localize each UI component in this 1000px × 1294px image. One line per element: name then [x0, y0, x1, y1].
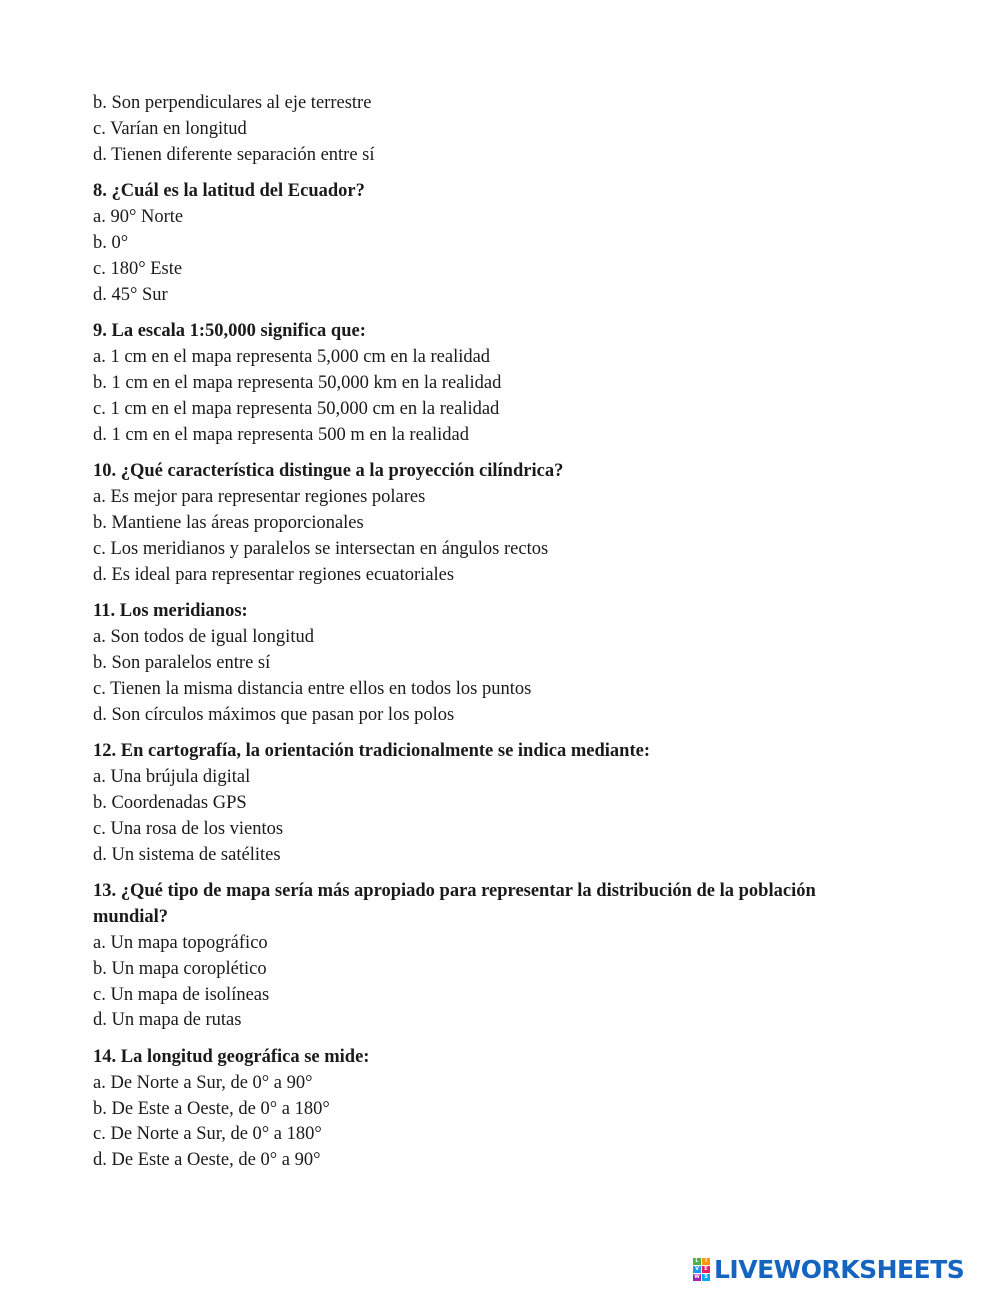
question-12: [93, 739, 893, 868]
option: a. De Norte a Sur, de 0° a 90°: [93, 1072, 313, 1093]
option: b. 0°: [93, 232, 129, 253]
question-title: 13. ¿Qué tipo de mapa sería más apropiado para representar la distribución de la población mundial?: [93, 881, 816, 928]
option: d. 45° Sur: [93, 284, 168, 305]
option: c. 1 cm en el mapa representa 50,000 cm en la realidad: [93, 398, 500, 419]
option: c. Un mapa de isolíneas: [93, 984, 270, 1005]
option: c. De Norte a Sur, de 0° a 180°: [93, 1124, 322, 1145]
option: a. 90° Norte: [93, 207, 184, 228]
logo-mark-cell: S: [702, 1274, 710, 1281]
option: b. Mantiene las áreas proporcionales: [93, 512, 364, 533]
question-13: [93, 879, 893, 1034]
option: c. Tienen la misma distancia entre ellos en todos los puntos: [93, 678, 532, 699]
option: b. Son perpendiculares al eje terrestre: [93, 93, 372, 113]
logo-mark-icon: [693, 1258, 711, 1282]
option: a. Son todos de igual longitud: [93, 627, 314, 648]
option: b. 1 cm en el mapa representa 50,000 km en la realidad: [93, 372, 502, 393]
logo-mark-cell: I: [702, 1258, 710, 1265]
option: b. De Este a Oeste, de 0° a 180°: [93, 1098, 330, 1119]
option: b. Un mapa coroplético: [93, 958, 267, 979]
option: c. Varían en longitud: [93, 118, 247, 139]
option: c. Los meridianos y paralelos se intersectan en ángulos rectos: [93, 538, 549, 559]
liveworksheets-logo: [693, 1256, 964, 1284]
option: a. Una brújula digital: [93, 767, 251, 788]
logo-mark-cell: E: [702, 1266, 710, 1273]
option: a. Un mapa topográfico: [93, 932, 268, 953]
question-8: [93, 179, 893, 308]
option: c. 180° Este: [93, 258, 183, 279]
logo-mark-cell: L: [693, 1258, 701, 1265]
question-10: [93, 459, 893, 588]
question-14: [93, 1045, 893, 1174]
logo-mark-cell: V: [693, 1266, 701, 1273]
option: d. Un mapa de rutas: [93, 1010, 242, 1031]
option: d. 1 cm en el mapa representa 500 m en la realidad: [93, 424, 470, 445]
question-title: 9. La escala 1:50,000 significa que:: [93, 321, 366, 342]
option: b. Coordenadas GPS: [93, 792, 247, 813]
continued-options: [93, 91, 893, 168]
question-title: 11. Los meridianos:: [93, 601, 248, 622]
option: b. Son paralelos entre sí: [93, 652, 271, 673]
logo-text: LIVEWORKSHEETS: [714, 1255, 965, 1284]
option: a. Es mejor para representar regiones polares: [93, 487, 426, 508]
option: d. Es ideal para representar regiones ecuatoriales: [93, 564, 455, 585]
question-9: [93, 319, 893, 448]
question-title: 8. ¿Cuál es la latitud del Ecuador?: [93, 181, 365, 202]
logo-mark-cell: W: [694, 1274, 700, 1280]
question-11: [93, 599, 893, 728]
question-title: 10. ¿Qué característica distingue a la proyección cilíndrica?: [93, 461, 564, 482]
option: d. Un sistema de satélites: [93, 844, 281, 865]
option: d. Son círculos máximos que pasan por los polos: [93, 704, 455, 725]
question-title: 12. En cartografía, la orientación tradicionalmente se indica mediante:: [93, 741, 650, 762]
option: c. Una rosa de los vientos: [93, 818, 284, 839]
option: a. 1 cm en el mapa representa 5,000 cm en la realidad: [93, 347, 491, 368]
worksheet-page: [93, 91, 893, 1174]
option: d. Tienen diferente separación entre sí: [93, 144, 375, 165]
question-title: 14. La longitud geográfica se mide:: [93, 1047, 370, 1068]
option: d. De Este a Oeste, de 0° a 90°: [93, 1150, 321, 1171]
